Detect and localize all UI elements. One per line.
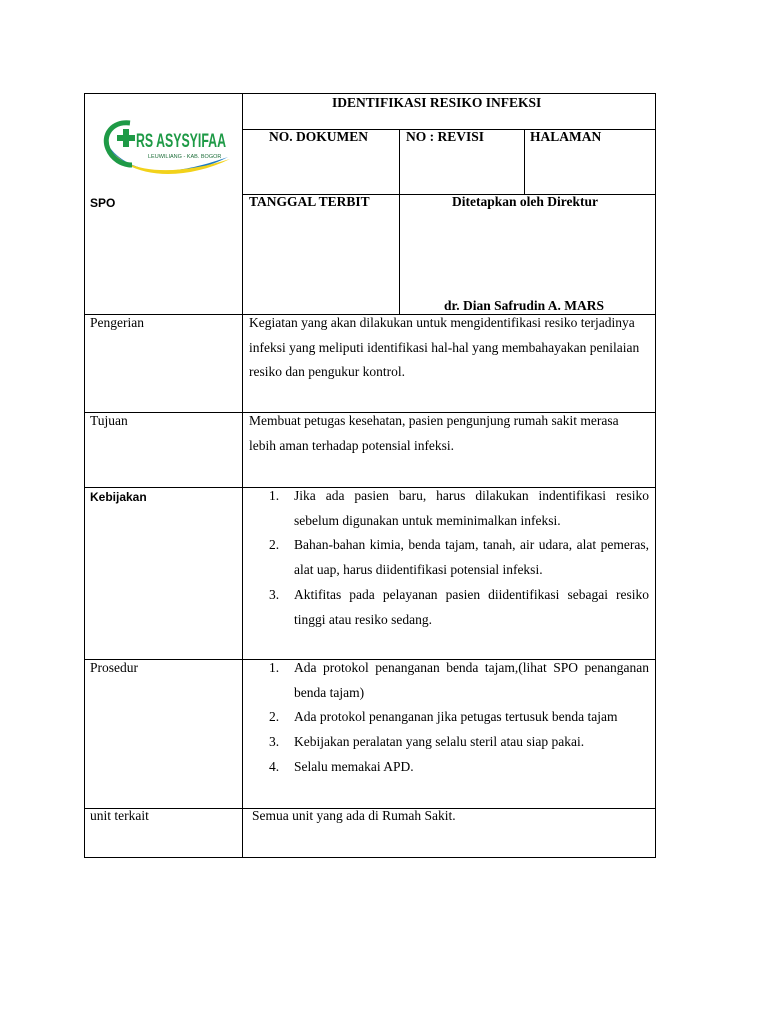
list-item-number: 3. — [269, 586, 280, 602]
list-item-text: Kebijakan peralatan yang selalu steril atau siap pakai. — [294, 734, 585, 750]
logo-name: RS ASYSYIFAA — [136, 131, 227, 152]
unit-terkait-label: unit terkait — [90, 808, 149, 823]
list-item-number: 1. — [269, 488, 280, 503]
tujuan-line: lebih aman terhadap potensial infeksi. — [249, 437, 455, 453]
list-item-number: 1. — [269, 660, 280, 675]
hospital-logo-icon — [90, 95, 241, 194]
list-item — [269, 656, 649, 705]
list-item — [269, 755, 649, 780]
list-item-text: Ada protokol penanganan jika petugas tertusuk benda tajam — [294, 709, 618, 725]
list-item — [269, 533, 649, 582]
header-column-divider-1 — [399, 129, 400, 314]
logo-location: LEUWILIANG - KAB. BOGOR — [148, 154, 222, 160]
list-item — [269, 730, 649, 755]
ditetapkan-label: Ditetapkan oleh Direktur — [452, 194, 599, 209]
unit-terkait-text: Semua unit yang ada di Rumah Sakit. — [252, 808, 456, 823]
kebijakan-label: Kebijakan — [90, 490, 147, 504]
table-border-left — [84, 93, 85, 858]
list-item-number: 4. — [269, 758, 280, 774]
logo-cross-v — [123, 129, 129, 147]
list-item-number: 2. — [269, 537, 280, 553]
list-item-number: 3. — [269, 734, 280, 750]
prosedur-list — [269, 656, 649, 780]
kebijakan-list — [269, 484, 649, 632]
table-border-bottom — [84, 857, 656, 858]
tujuan-line: Membuat petugas kesehatan, pasien pengunjung rumah sakit merasa — [249, 413, 619, 428]
table-border-right — [655, 93, 656, 858]
list-item-number: 2. — [269, 709, 280, 725]
pengertian-text — [249, 311, 649, 385]
halaman-label: HALAMAN — [530, 129, 602, 144]
pengertian-label: Pengerian — [90, 315, 144, 330]
hospital-logo — [90, 95, 241, 194]
list-item-text: Aktifitas pada pelayanan pasien diidentifikasi sebagai resiko tinggi atau resiko sedang. — [294, 586, 649, 627]
list-item-text: Selalu memakai APD. — [294, 758, 414, 774]
no-dokumen-label: NO. DOKUMEN — [269, 129, 368, 144]
list-item-text: Bahan-bahan kimia, benda tajam, tanah, air udara, alat pemeras, alat uap, harus diidentifikasi potensial infeksi. — [294, 537, 649, 578]
list-item-text: Jika ada pasien baru, harus dilakukan indentifikasi resiko sebelum digunakan untuk meminimalkan infeksi. — [294, 488, 649, 528]
pengertian-line: infeksi yang meliputi identifikasi hal-hal yang membahayakan penilaian — [249, 339, 640, 355]
pengertian-line: Kegiatan yang akan dilakukan untuk mengidentifikasi resiko terjadinya — [249, 315, 635, 330]
header-column-divider-2 — [524, 129, 525, 194]
tujuan-label: Tujuan — [90, 413, 128, 428]
director-name: dr. Dian Safrudin A. MARS — [444, 298, 605, 313]
no-revisi-label: NO : REVISI — [406, 129, 485, 144]
column-divider — [242, 93, 243, 858]
document-title: IDENTIFIKASI RESIKO INFEKSI — [332, 95, 542, 110]
tanggal-terbit-label: TANGGAL TERBIT — [249, 194, 370, 209]
spo-label: SPO — [90, 196, 116, 210]
list-item — [269, 583, 649, 632]
pengertian-line: resiko dan pengukur kontrol. — [249, 364, 405, 380]
prosedur-label: Prosedur — [90, 660, 138, 675]
list-item-text: Ada protokol penanganan benda tajam,(lihat SPO penanganan benda tajam) — [294, 660, 649, 700]
tujuan-text — [249, 409, 649, 458]
list-item — [269, 705, 649, 730]
list-item — [269, 484, 649, 533]
